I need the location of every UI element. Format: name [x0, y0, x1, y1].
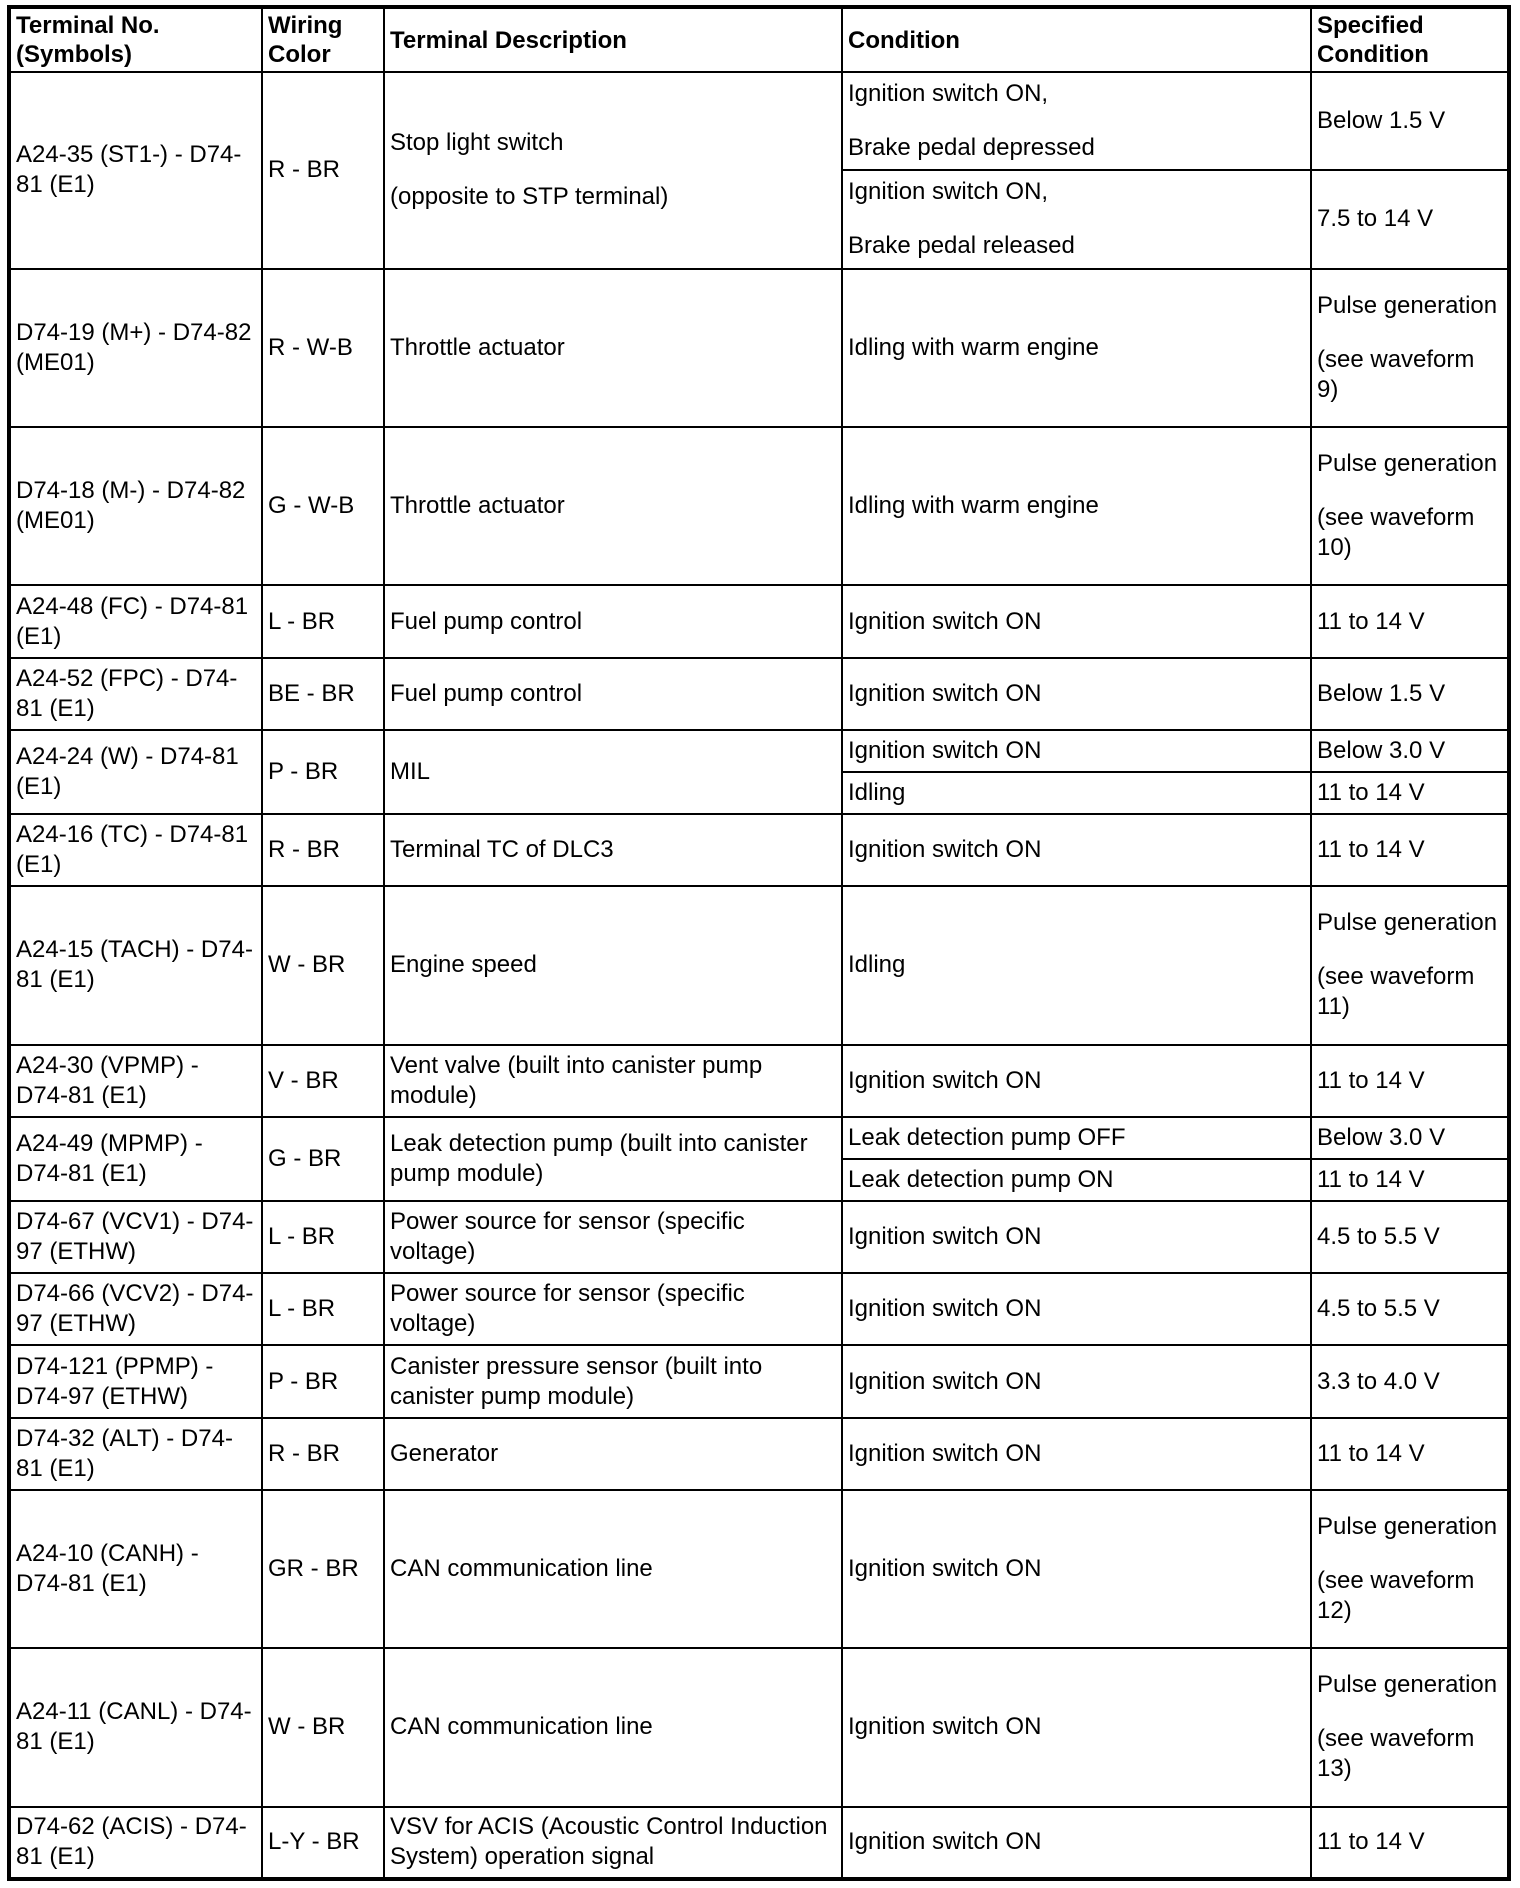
cell-description: Throttle actuator: [384, 269, 842, 427]
header-condition: Condition: [842, 7, 1311, 72]
cell-terminal: D74-19 (M+) - D74-82 (ME01): [9, 269, 262, 427]
cell-condition: Ignition switch ON: [842, 1648, 1311, 1806]
cell-wiring: W - BR: [262, 1648, 384, 1806]
header-description: Terminal Description: [384, 7, 842, 72]
cell-description: Terminal TC of DLC3: [384, 814, 842, 886]
cell-spec: 3.3 to 4.0 V: [1311, 1345, 1509, 1417]
cell-description: CAN communication line: [384, 1648, 842, 1806]
cell-spec: 7.5 to 14 V: [1311, 170, 1509, 268]
cell-condition: Ignition switch ON: [842, 814, 1311, 886]
cell-description: Generator: [384, 1418, 842, 1490]
cell-condition: Leak detection pump ON: [842, 1159, 1311, 1201]
header-wiring-color: Wiring Color: [262, 7, 384, 72]
cell-terminal: A24-52 (FPC) - D74-81 (E1): [9, 658, 262, 730]
cell-description: CAN communication line: [384, 1490, 842, 1648]
cell-description: Fuel pump control: [384, 658, 842, 730]
cell-description: Fuel pump control: [384, 585, 842, 657]
cell-wiring: R - BR: [262, 814, 384, 886]
cell-spec: 11 to 14 V: [1311, 1418, 1509, 1490]
cell-terminal: A24-30 (VPMP) - D74-81 (E1): [9, 1045, 262, 1117]
cell-description: MIL: [384, 730, 842, 814]
table-row: [9, 1045, 1509, 1117]
cell-condition: Idling: [842, 772, 1311, 814]
cell-wiring: GR - BR: [262, 1490, 384, 1648]
header-terminal: Terminal No. (Symbols): [9, 7, 262, 72]
cell-spec: Below 1.5 V: [1311, 658, 1509, 730]
cell-spec: 4.5 to 5.5 V: [1311, 1273, 1509, 1345]
cell-condition: Ignition switch ON: [842, 1345, 1311, 1417]
cell-terminal: D74-18 (M-) - D74-82 (ME01): [9, 427, 262, 585]
table-row: [9, 1490, 1509, 1648]
table-row: [9, 1648, 1509, 1806]
cell-wiring: R - BR: [262, 1418, 384, 1490]
cell-condition: Idling: [842, 886, 1311, 1044]
cell-condition: Idling with warm engine: [842, 269, 1311, 427]
cell-condition: Ignition switch ON: [842, 730, 1311, 772]
terminal-spec-table: [7, 5, 1511, 1881]
cell-wiring: W - BR: [262, 886, 384, 1044]
table-row: [9, 1807, 1509, 1879]
table-row: [9, 658, 1509, 730]
cell-condition: Ignition switch ON, Brake pedal depressed: [842, 72, 1311, 170]
cell-terminal: A24-15 (TACH) - D74-81 (E1): [9, 886, 262, 1044]
cell-description: Canister pressure sensor (built into canister pump module): [384, 1345, 842, 1417]
cell-wiring: P - BR: [262, 730, 384, 814]
cell-terminal: A24-48 (FC) - D74-81 (E1): [9, 585, 262, 657]
cell-spec: 4.5 to 5.5 V: [1311, 1201, 1509, 1273]
cell-terminal: A24-24 (W) - D74-81 (E1): [9, 730, 262, 814]
cell-terminal: A24-11 (CANL) - D74-81 (E1): [9, 1648, 262, 1806]
table-row: [9, 427, 1509, 585]
cell-wiring: L - BR: [262, 585, 384, 657]
cell-description: Stop light switch (opposite to STP terminal): [384, 72, 842, 269]
cell-spec: 11 to 14 V: [1311, 585, 1509, 657]
table-row: [9, 72, 1509, 170]
table-row: [9, 1201, 1509, 1273]
cell-condition: Leak detection pump OFF: [842, 1117, 1311, 1159]
cell-condition: Ignition switch ON, Brake pedal released: [842, 170, 1311, 268]
table-row: [9, 585, 1509, 657]
cell-terminal: D74-32 (ALT) - D74-81 (E1): [9, 1418, 262, 1490]
cell-condition: Ignition switch ON: [842, 1201, 1311, 1273]
table-row: [9, 1345, 1509, 1417]
cell-spec: Below 3.0 V: [1311, 1117, 1509, 1159]
cell-terminal: D74-67 (VCV1) - D74-97 (ETHW): [9, 1201, 262, 1273]
cell-condition: Ignition switch ON: [842, 1045, 1311, 1117]
cell-wiring: R - BR: [262, 72, 384, 269]
cell-spec: Below 1.5 V: [1311, 72, 1509, 170]
cell-terminal: A24-49 (MPMP) - D74-81 (E1): [9, 1117, 262, 1201]
table-row: [9, 1418, 1509, 1490]
cell-description: Vent valve (built into canister pump module): [384, 1045, 842, 1117]
cell-wiring: G - W-B: [262, 427, 384, 585]
cell-wiring: L-Y - BR: [262, 1807, 384, 1879]
cell-condition: Ignition switch ON: [842, 585, 1311, 657]
table-row: [9, 730, 1509, 772]
cell-description: Throttle actuator: [384, 427, 842, 585]
cell-spec: Below 3.0 V: [1311, 730, 1509, 772]
cell-terminal: A24-10 (CANH) - D74-81 (E1): [9, 1490, 262, 1648]
cell-description: Power source for sensor (specific voltage): [384, 1201, 842, 1273]
cell-spec: Pulse generation (see waveform 9): [1311, 269, 1509, 427]
cell-terminal: D74-66 (VCV2) - D74-97 (ETHW): [9, 1273, 262, 1345]
cell-terminal: D74-121 (PPMP) - D74-97 (ETHW): [9, 1345, 262, 1417]
cell-description: Engine speed: [384, 886, 842, 1044]
cell-description: VSV for ACIS (Acoustic Control Induction System) operation signal: [384, 1807, 842, 1879]
cell-description: Leak detection pump (built into canister pump module): [384, 1117, 842, 1201]
cell-spec: 11 to 14 V: [1311, 772, 1509, 814]
cell-wiring: R - W-B: [262, 269, 384, 427]
table-row: [9, 886, 1509, 1044]
cell-spec: Pulse generation (see waveform 12): [1311, 1490, 1509, 1648]
cell-wiring: P - BR: [262, 1345, 384, 1417]
table-row: [9, 814, 1509, 886]
table-header-row: [9, 7, 1509, 72]
cell-condition: Idling with warm engine: [842, 427, 1311, 585]
table-row: [9, 1273, 1509, 1345]
cell-wiring: L - BR: [262, 1273, 384, 1345]
cell-wiring: BE - BR: [262, 658, 384, 730]
cell-terminal: A24-35 (ST1-) - D74-81 (E1): [9, 72, 262, 269]
cell-condition: Ignition switch ON: [842, 1418, 1311, 1490]
cell-wiring: G - BR: [262, 1117, 384, 1201]
cell-spec: 11 to 14 V: [1311, 1159, 1509, 1201]
cell-spec: 11 to 14 V: [1311, 1045, 1509, 1117]
table-row: [9, 269, 1509, 427]
cell-wiring: L - BR: [262, 1201, 384, 1273]
cell-wiring: V - BR: [262, 1045, 384, 1117]
cell-condition: Ignition switch ON: [842, 1807, 1311, 1879]
cell-condition: Ignition switch ON: [842, 1490, 1311, 1648]
cell-spec: 11 to 14 V: [1311, 1807, 1509, 1879]
cell-spec: Pulse generation (see waveform 10): [1311, 427, 1509, 585]
cell-condition: Ignition switch ON: [842, 658, 1311, 730]
cell-spec: Pulse generation (see waveform 13): [1311, 1648, 1509, 1806]
cell-description: Power source for sensor (specific voltage): [384, 1273, 842, 1345]
cell-terminal: D74-62 (ACIS) - D74-81 (E1): [9, 1807, 262, 1879]
cell-terminal: A24-16 (TC) - D74-81 (E1): [9, 814, 262, 886]
cell-spec: Pulse generation (see waveform 11): [1311, 886, 1509, 1044]
table-row: [9, 1117, 1509, 1159]
cell-condition: Ignition switch ON: [842, 1273, 1311, 1345]
header-specified-condition: Specified Condition: [1311, 7, 1509, 72]
cell-spec: 11 to 14 V: [1311, 814, 1509, 886]
